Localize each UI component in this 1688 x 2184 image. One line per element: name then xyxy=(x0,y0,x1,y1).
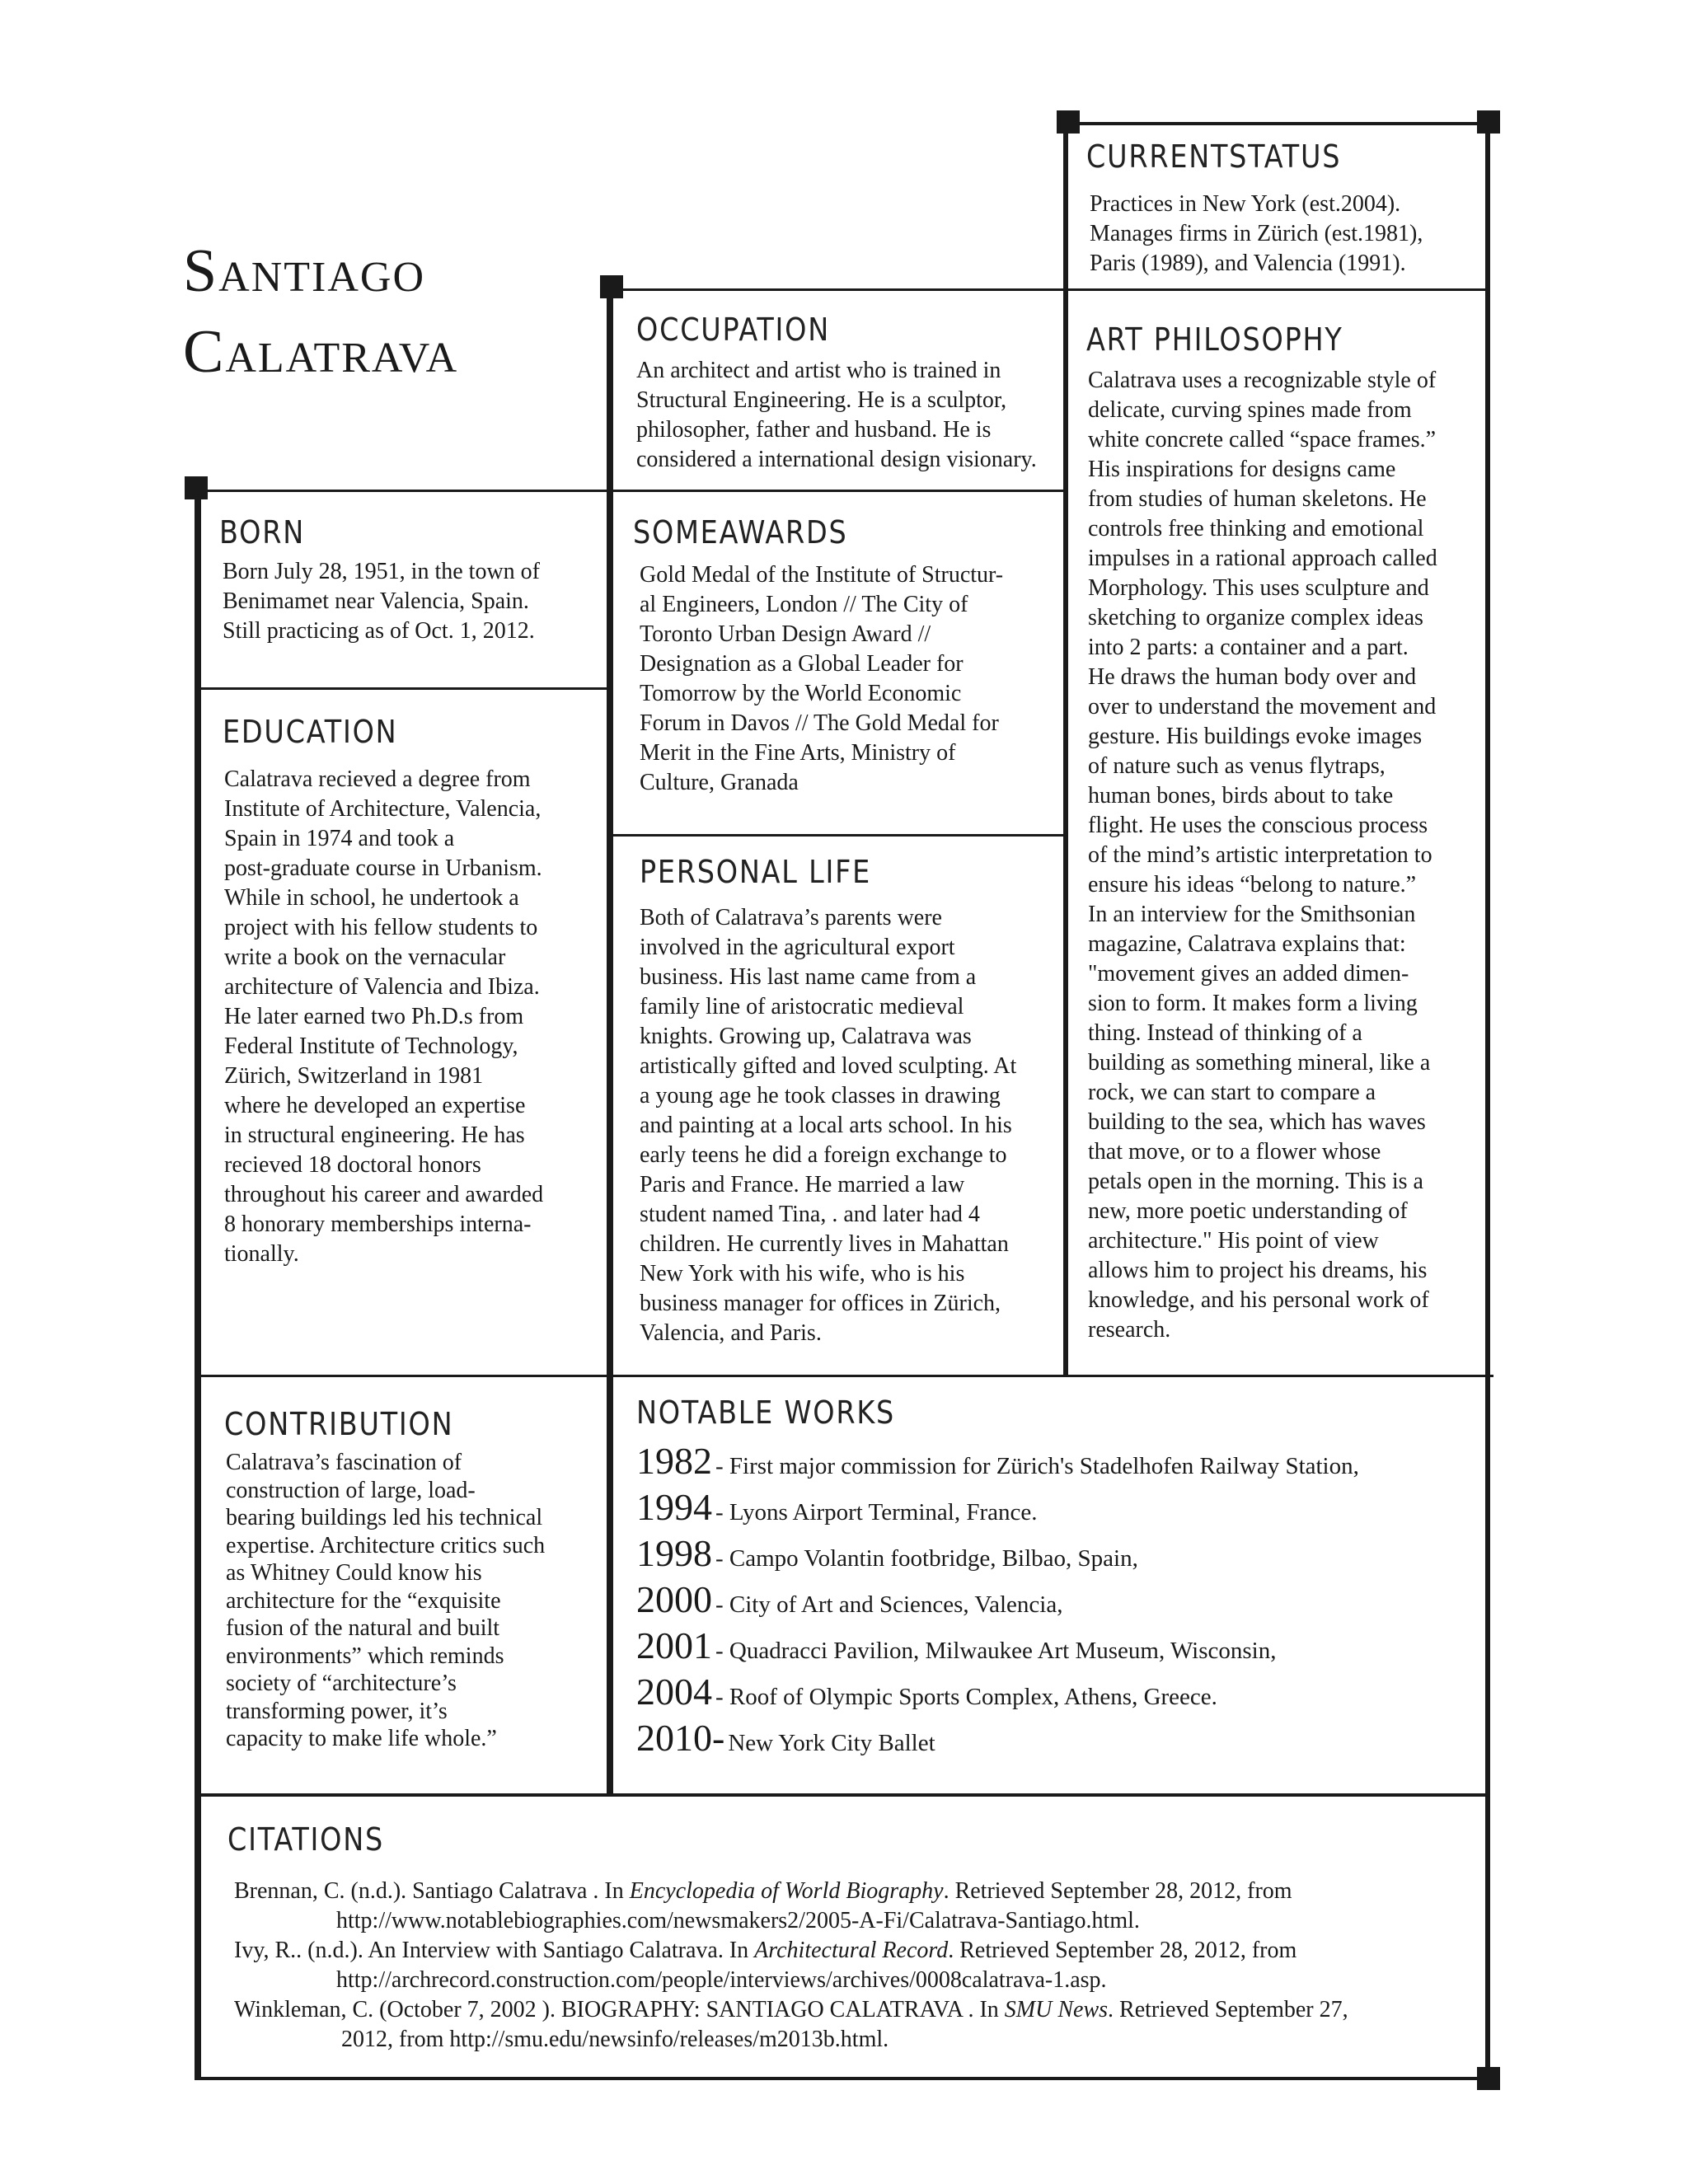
art-philosophy-body: Calatrava uses a recognizable style of delicate, curving spines made from white concrete called “space frames.” His inspirations for designs came from studies of human skeletons. He controls free thinking and emotional impulses in a rational approach called Morphology. This uses sculpture and sketching to organize complex ideas into 2 parts: a container and a part. He draws the human body over and over to understand the movement and gesture. His buildings evoke images of nature such as venus flytraps, human bones, birds about to take flight. He uses the conscious process of the mind’s artistic interpretation to ensure his ideas “belong to nature.” In an interview for the Smithsonian magazine, Calatrava explains that: "movement gives an added dimen- sion to form. It makes form a living thing. Instead of thinking of a building as something mineral, like a rock, we can start to compare a building to the sea, which has waves that move, or to a flower whose petals open in the morning. This is a new, more poetic understanding of architecture." His point of view allows him to project his dreams, his knowledge, and his personal work of research. xyxy=(1088,368,1437,1343)
citation-text: Winkleman, C. (October 7, 2002 ). BIOGRAPHY: SANTIAGO CALATRAVA . In xyxy=(234,1997,1005,2022)
first-name: Santiago xyxy=(183,237,425,305)
citation-item xyxy=(234,1936,1454,1995)
citation-text: . Retrieved September 28, 2012, from xyxy=(948,1938,1297,1963)
work-description: - Roof of Olympic Sports Complex, Athens, Greece. xyxy=(715,1684,1217,1710)
notable-works-list xyxy=(636,1439,1461,1762)
citation-text: Brennan, C. (n.d.). Santiago Calatrava . In xyxy=(234,1878,630,1904)
list-item xyxy=(636,1716,1461,1762)
work-description: - Lyons Airport Terminal, France. xyxy=(715,1499,1038,1526)
list-item xyxy=(636,1531,1461,1577)
notable-works-heading: NOTABLE WORKS xyxy=(636,1394,896,1431)
work-description: - City of Art and Sciences, Valencia, xyxy=(715,1591,1063,1618)
corner-square-top-right xyxy=(1477,110,1500,134)
citation-source: Architectural Record xyxy=(754,1938,949,1963)
divider-education xyxy=(201,687,607,690)
citation-item xyxy=(234,1877,1454,1936)
occupation-body: An architect and artist who is trained in Structural Engineering. He is a sculptor, philosopher, father and husband. He is considered a international design visionary. xyxy=(636,358,1037,472)
list-item xyxy=(636,1577,1461,1624)
work-description: - Campo Volantin footbridge, Bilbao, Spain, xyxy=(715,1545,1138,1572)
citation-text: Ivy, R.. (n.d.). An Interview with Santiago Calatrava. In xyxy=(234,1938,755,1963)
corner-square-born xyxy=(185,476,208,499)
page-title xyxy=(183,231,579,392)
divider-bottom xyxy=(195,2077,1490,2080)
citations-heading: CITATIONS xyxy=(227,1821,385,1858)
citation-item xyxy=(234,1995,1454,2055)
frame-right-col-line xyxy=(1063,124,1068,1376)
education-heading: EDUCATION xyxy=(223,714,398,750)
work-description: - Quadracci Pavilion, Milwaukee Art Museum, Wisconsin, xyxy=(715,1638,1277,1664)
frame-mid-line xyxy=(607,284,613,1795)
divider-status xyxy=(613,288,1490,291)
last-name: Calatrava xyxy=(183,318,459,386)
art-philosophy-heading: ART PHILOSOPHY xyxy=(1086,321,1343,358)
occupation-heading: OCCUPATION xyxy=(636,312,831,348)
frame-right-line xyxy=(1485,124,1490,2079)
education-body: Calatrava recieved a degree from Institute of Architecture, Valencia, Spain in 1974 and took a post-graduate course in Urbanism. While in school, he undertook a project with his fellow students to write a book on the vernacular architecture of Valencia and Ibiza. He later earned two Ph.D.s from Federal Institute of Technology, Zürich, Switzerland in 1981 where he developed an expertise in structural engineering. He has recieved 18 doctoral honors throughout his career and awarded 8 honorary memberships interna- tionally. xyxy=(224,766,544,1267)
work-year: 1982 xyxy=(636,1440,712,1482)
citation-url: 2012, from http://smu.edu/newsinfo/releases/m2013b.html. xyxy=(341,2027,889,2052)
work-year: 2000 xyxy=(636,1578,712,1620)
personal-life-body: Both of Calatrava’s parents were involved in the agricultural export business. His last name came from a family line of aristocratic medieval knights. Growing up, Calatrava was artistically gifted and loved sculpting. At a young age he took classes in drawing and painting at a local arts school. In his early teens he did a foreign exchange to Paris and France. He married a law student named Tina, . and later had 4 children. He currently lives in Mahattan New York with his wife, who is his business manager for offices in Zürich, Valencia, and Paris. xyxy=(640,905,1017,1346)
work-description: - First major commission for Zürich's Stadelhofen Railway Station, xyxy=(715,1453,1359,1479)
citation-text: . Retrieved September 28, 2012, from xyxy=(943,1878,1292,1904)
work-year: 2010- xyxy=(636,1717,725,1759)
work-description: New York City Ballet xyxy=(728,1730,935,1756)
work-year: 1998 xyxy=(636,1532,712,1574)
born-heading: BORN xyxy=(219,514,305,551)
some-awards-body: Gold Medal of the Institute of Structur- al Engineers, London // The City of Toronto Urban Design Award // Designation as a Global Leader for Tomorrow by the World Economic Forum in Davos // The Gold Medal for Merit in the Fine Arts, Ministry of Culture, Granada xyxy=(640,562,1004,795)
work-year: 2001 xyxy=(636,1624,712,1666)
current-status-body: Practices in New York (est.2004). Manages firms in Zürich (est.1981), Paris (1989), and Valencia (1991). xyxy=(1090,191,1423,276)
personal-life-heading: PERSONAL LIFE xyxy=(640,854,871,890)
corner-square-occupation xyxy=(600,275,623,298)
work-year: 2004 xyxy=(636,1671,712,1713)
divider-personal xyxy=(613,834,1063,837)
list-item xyxy=(636,1439,1461,1485)
current-status-heading: CURRENTSTATUS xyxy=(1086,138,1342,175)
corner-square-bottom-right xyxy=(1477,2067,1500,2090)
divider-top xyxy=(1068,122,1490,125)
divider-born xyxy=(201,490,1068,492)
citation-text: . Retrieved September 27, xyxy=(1108,1997,1348,2022)
citation-source: Encyclopedia of World Biography xyxy=(629,1878,944,1904)
citation-url: http://archrecord.construction.com/people/interviews/archives/0008calatrava-1.asp. xyxy=(336,1967,1107,1993)
divider-contribution xyxy=(201,1375,1493,1377)
contribution-heading: CONTRIBUTION xyxy=(224,1406,454,1442)
list-item xyxy=(636,1670,1461,1716)
citation-url: http://www.notablebiographies.com/newsmakers2/2005-A-Fi/Calatrava-Santiago.html. xyxy=(336,1908,1140,1933)
corner-square-top-left-status xyxy=(1057,110,1080,134)
frame-left-line xyxy=(195,486,201,2079)
some-awards-heading: SOMEAWARDS xyxy=(633,514,848,551)
divider-citations xyxy=(201,1793,1490,1797)
list-item xyxy=(636,1624,1461,1670)
list-item xyxy=(636,1485,1461,1531)
work-year: 1994 xyxy=(636,1486,712,1528)
born-body: Born July 28, 1951, in the town of Benimamet near Valencia, Spain. Still practicing as of Oct. 1, 2012. xyxy=(223,559,540,644)
citations-list xyxy=(234,1877,1454,2055)
contribution-body: Calatrava’s fascination of construction of large, load- bearing buildings led his technical expertise. Architecture critics such as Whitney Could know his architecture for the “exquisite fusion of the natural and built environments” which reminds society of “architecture’s transforming power, it’s capacity to make life whole.” xyxy=(226,1450,546,1751)
citation-source: SMU News xyxy=(1004,1997,1109,2022)
